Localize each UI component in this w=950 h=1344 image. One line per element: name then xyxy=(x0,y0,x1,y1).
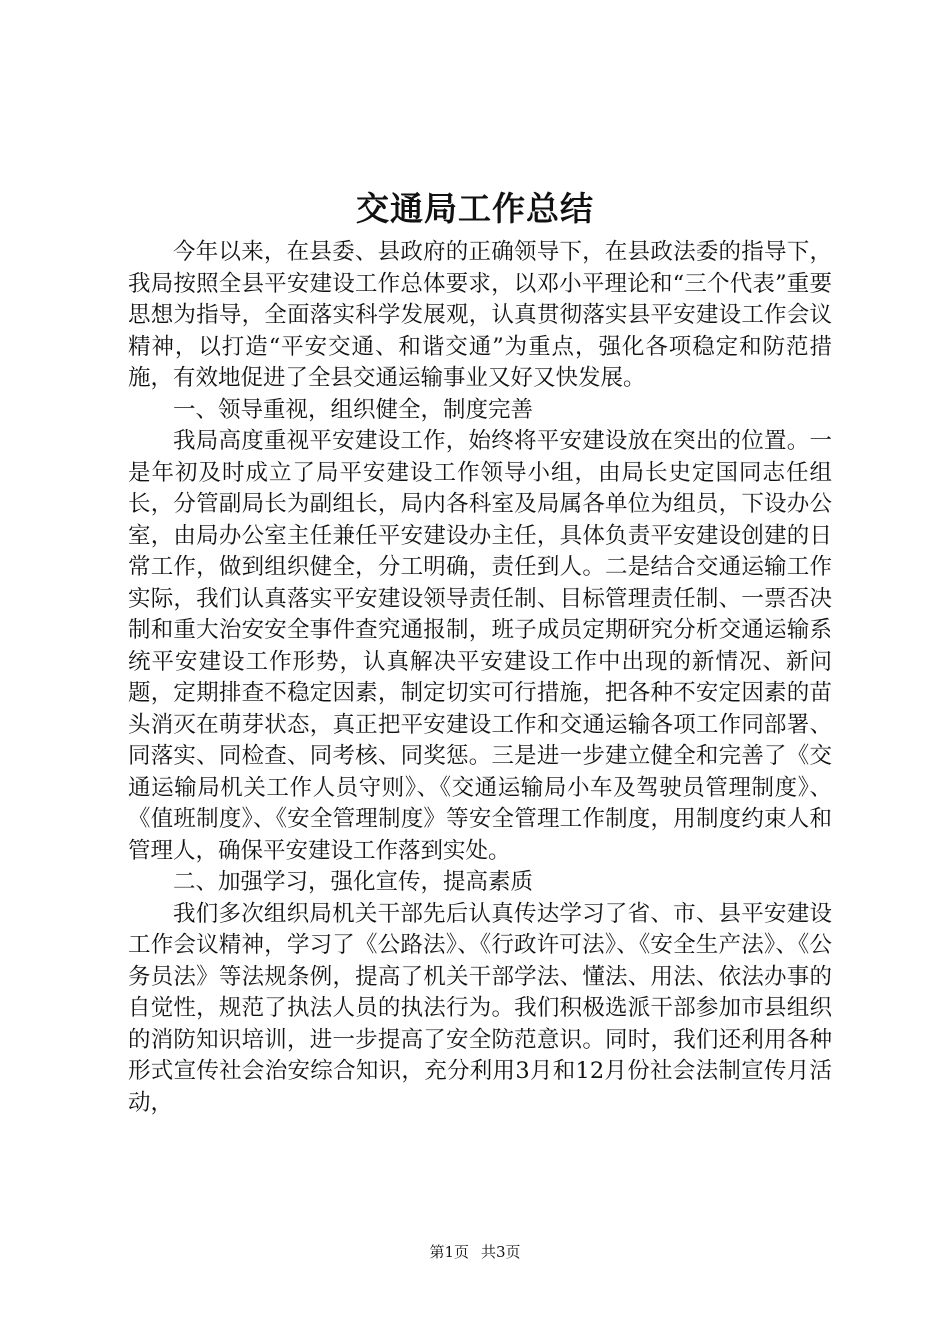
page-footer xyxy=(0,1242,950,1262)
section-2-paragraph: 我们多次组织局机关干部先后认真传达学习了省、市、县平安建设工作会议精神，学习了《公路法》、《行政许可法》、《安全生产法》、《公务员法》等法规条例，提高了机关干部学法、懂法、用法、依法办事的自觉性，规范了执法人员的执法行为。我们积极选派干部参加市县组织的消防知识培训，进一步提高了安全防范意识。同时，我们还利用各种形式宣传社会治安综合知识，充分利用3月和12月份社会法制宣传月活动， xyxy=(128,900,832,1116)
page-number: 第1页 xyxy=(429,1243,469,1261)
intro-paragraph: 今年以来，在县委、县政府的正确领导下，在县政法委的指导下，我局按照全县平安建设工作总体要求，以邓小平理论和“三个代表”重要思想为指导，全面落实科学发展观，认真贯彻落实县平安建设工作会议精神，以打造“平安交通、和谐交通”为重点，强化各项稳定和防范措施，有效地促进了全县交通运输事业又好又快发展。 xyxy=(128,239,832,391)
document-title: 交通局工作总结 xyxy=(356,189,594,228)
page-total: 共3页 xyxy=(481,1243,521,1261)
section-heading-2: 二、加强学习，强化宣传，提高素质 xyxy=(173,869,534,895)
section-1-paragraph: 我局高度重视平安建设工作，始终将平安建设放在突出的位置。一是年初及时成立了局平安建设工作领导小组，由局长史定国同志任组长，分管副局长为副组长，局内各科室及局属各单位为组员，下设办公室，由局办公室主任兼任平安建设办主任，具体负责平安建设创建的日常工作，做到组织健全，分工明确，责任到人。二是结合交通运输工作实际，我们认真落实平安建设领导责任制、目标管理责任制、一票否决制和重大治安安全事件查究通报制，班子成员定期研究分析交通运输系统平安建设工作形势，认真解决平安建设工作中出现的新情况、新问题，定期排查不稳定因素，制定切实可行措施，把各种不安定因素的苗头消灭在萌芽状态，真正把平安建设工作和交通运输各项工作同部署、同落实、同检查、同考核、同奖惩。三是进一步建立健全和完善了《交通运输局机关工作人员守则》、《交通运输局小车及驾驶员管理制度》、《值班制度》、《安全管理制度》等安全管理工作制度，用制度约束人和管理人，确保平安建设工作落到实处。 xyxy=(128,428,832,864)
section-heading-1: 一、领导重视，组织健全，制度完善 xyxy=(173,396,534,423)
document-body xyxy=(128,237,832,1119)
